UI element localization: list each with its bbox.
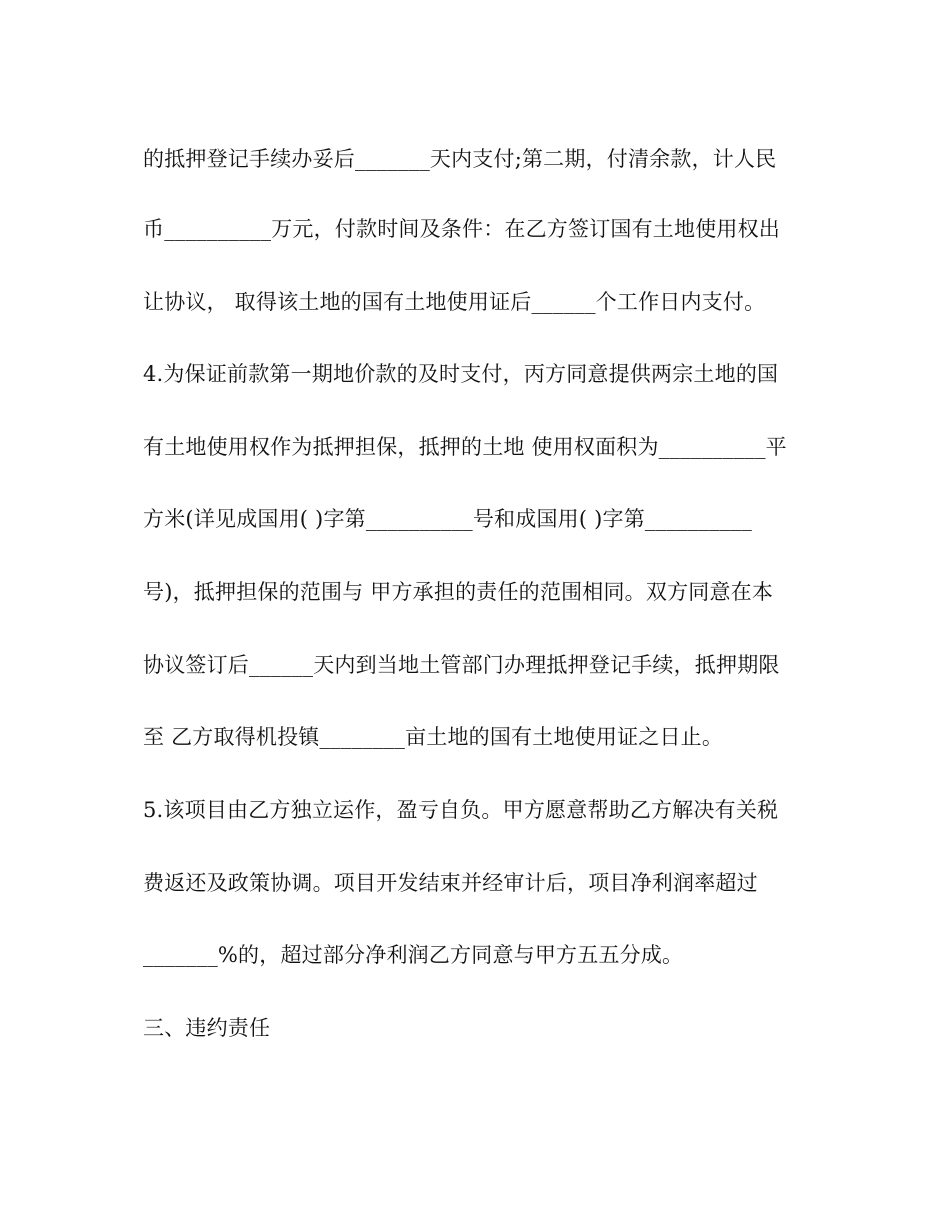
text-line-12: _______%的，超过部分净利润乙方同意与甲方五五分成。 (143, 943, 684, 967)
text-line-5: 有土地使用权作为抵押担保，抵押的土地 使用权面积为__________平 (143, 435, 787, 459)
text-line-9: 至 乙方取得机投镇________亩土地的国有土地使用证之日止。 (143, 725, 724, 749)
text-line-1: 的抵押登记手续办妥后_______天内支付;第二期，付清余款，计人民 (143, 147, 777, 171)
text-line-10: 5.该项目由乙方独立运作，盈亏自负。甲方愿意帮助乙方解决有关税 (143, 798, 779, 822)
text-line-6: 方米(详见成国用( )字第__________号和成国用( )字第__________ (143, 507, 752, 531)
text-line-2: 币__________万元，付款时间及条件：在乙方签订国有土地使用权出 (143, 217, 780, 241)
section-heading-breach-liability: 三、违约责任 (143, 1016, 271, 1040)
text-line-3: 让协议， 取得该土地的国有土地使用证后______个工作日内支付。 (143, 290, 766, 314)
text-line-8: 协议签订后______天内到当地土管部门办理抵押登记手续，抵押期限 (143, 653, 780, 677)
text-line-11: 费返还及政策协调。项目开发结束并经审计后，项目净利润率超过 (143, 871, 758, 895)
text-line-4: 4.为保证前款第一期地价款的及时支付，丙方同意提供两宗土地的国 (143, 362, 779, 386)
text-line-7: 号)，抵押担保的范围与 甲方承担的责任的范围相同。双方同意在本 (143, 580, 774, 604)
